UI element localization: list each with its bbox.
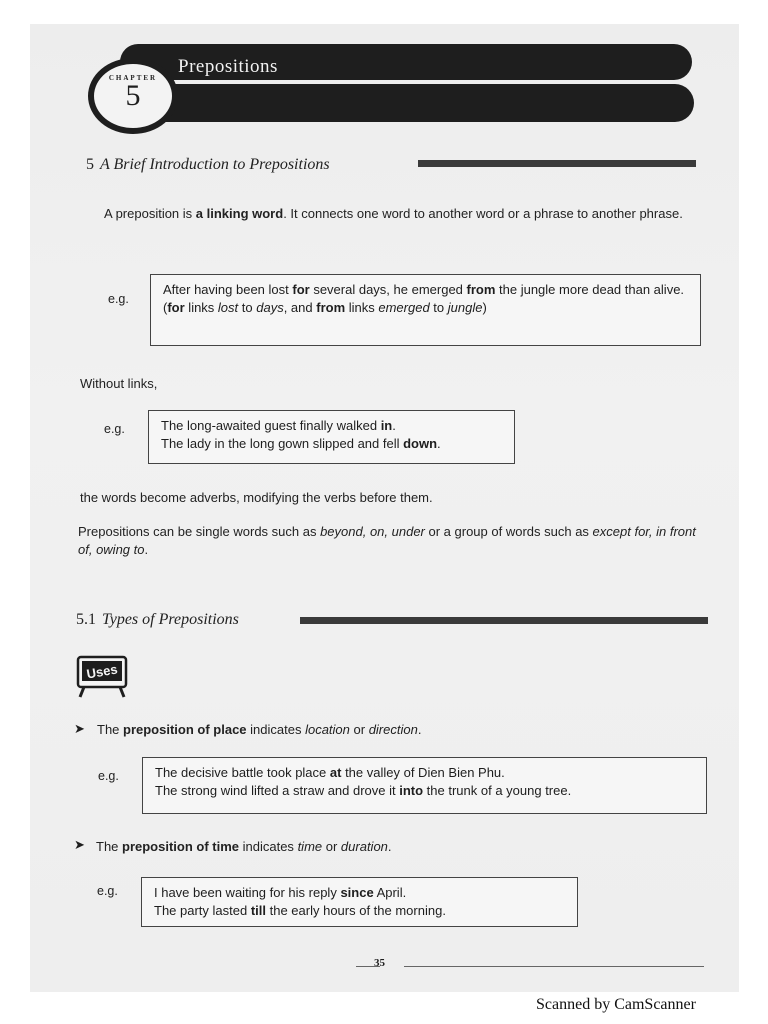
eg-label: e.g. bbox=[104, 422, 125, 436]
single-words-paragraph: Prepositions can be single words such as beyond, on, under or a group of words such as except for, in front of, owing to. bbox=[78, 524, 696, 557]
scanner-watermark: Scanned by CamScanner bbox=[536, 996, 696, 1013]
example-line: The decisive battle took place at the valley of Dien Bien Phu. bbox=[155, 765, 505, 780]
chapter-title: Prepositions bbox=[178, 56, 278, 77]
section-heading bbox=[86, 156, 330, 174]
uses-board-icon bbox=[74, 655, 130, 699]
bullet-arrow-icon: ➤ bbox=[74, 721, 85, 736]
bullet-arrow-icon: ➤ bbox=[74, 837, 85, 852]
section-number: 5 bbox=[86, 156, 94, 173]
example-box bbox=[150, 274, 701, 346]
section-title: A Brief Introduction to Prepositions bbox=[100, 156, 330, 173]
example-line: The strong wind lifted a straw and drove it into the trunk of a young tree. bbox=[155, 783, 572, 798]
definition-paragraph: A preposition is a linking word. It connects one word to another word or a phrase to another phrase. bbox=[104, 206, 683, 221]
eg-label: e.g. bbox=[97, 884, 118, 898]
chapter-number: 5 bbox=[125, 79, 141, 112]
section-rule bbox=[418, 160, 696, 167]
subsection-title: Types of Prepositions bbox=[102, 611, 239, 628]
example-line: The long-awaited guest finally walked in. bbox=[161, 418, 396, 433]
example-box bbox=[141, 877, 578, 927]
chapter-ribbon-bottom bbox=[120, 84, 694, 122]
subsection-number: 5.1 bbox=[76, 611, 96, 628]
example-line: After having been lost for several days, he emerged from the jungle more dead than alive. bbox=[163, 282, 685, 297]
example-line: I have been waiting for his reply since April. bbox=[154, 885, 407, 900]
place-intro: The preposition of place indicates location or direction. bbox=[97, 722, 422, 737]
page-number: 35 bbox=[374, 957, 385, 969]
chapter-label: CHAPTER bbox=[108, 74, 158, 82]
example-explanation: (for links lost to days, and from links emerged to jungle) bbox=[163, 300, 487, 315]
chapter-badge bbox=[88, 58, 178, 134]
example-line: The lady in the long gown slipped and fell down. bbox=[161, 436, 441, 451]
uses-label: Uses bbox=[85, 661, 119, 682]
footer-rule bbox=[404, 966, 704, 967]
eg-label: e.g. bbox=[98, 769, 119, 783]
example-box bbox=[142, 757, 707, 814]
example-box bbox=[148, 410, 515, 464]
subsection-rule bbox=[300, 617, 708, 624]
example-line: The party lasted till the early hours of the morning. bbox=[154, 903, 446, 918]
subsection-heading bbox=[76, 611, 239, 629]
adverbs-note: the words become adverbs, modifying the verbs before them. bbox=[80, 490, 433, 505]
eg-label: e.g. bbox=[108, 292, 129, 306]
time-intro: The preposition of time indicates time or duration. bbox=[96, 839, 392, 854]
without-links-text: Without links, bbox=[80, 376, 158, 391]
